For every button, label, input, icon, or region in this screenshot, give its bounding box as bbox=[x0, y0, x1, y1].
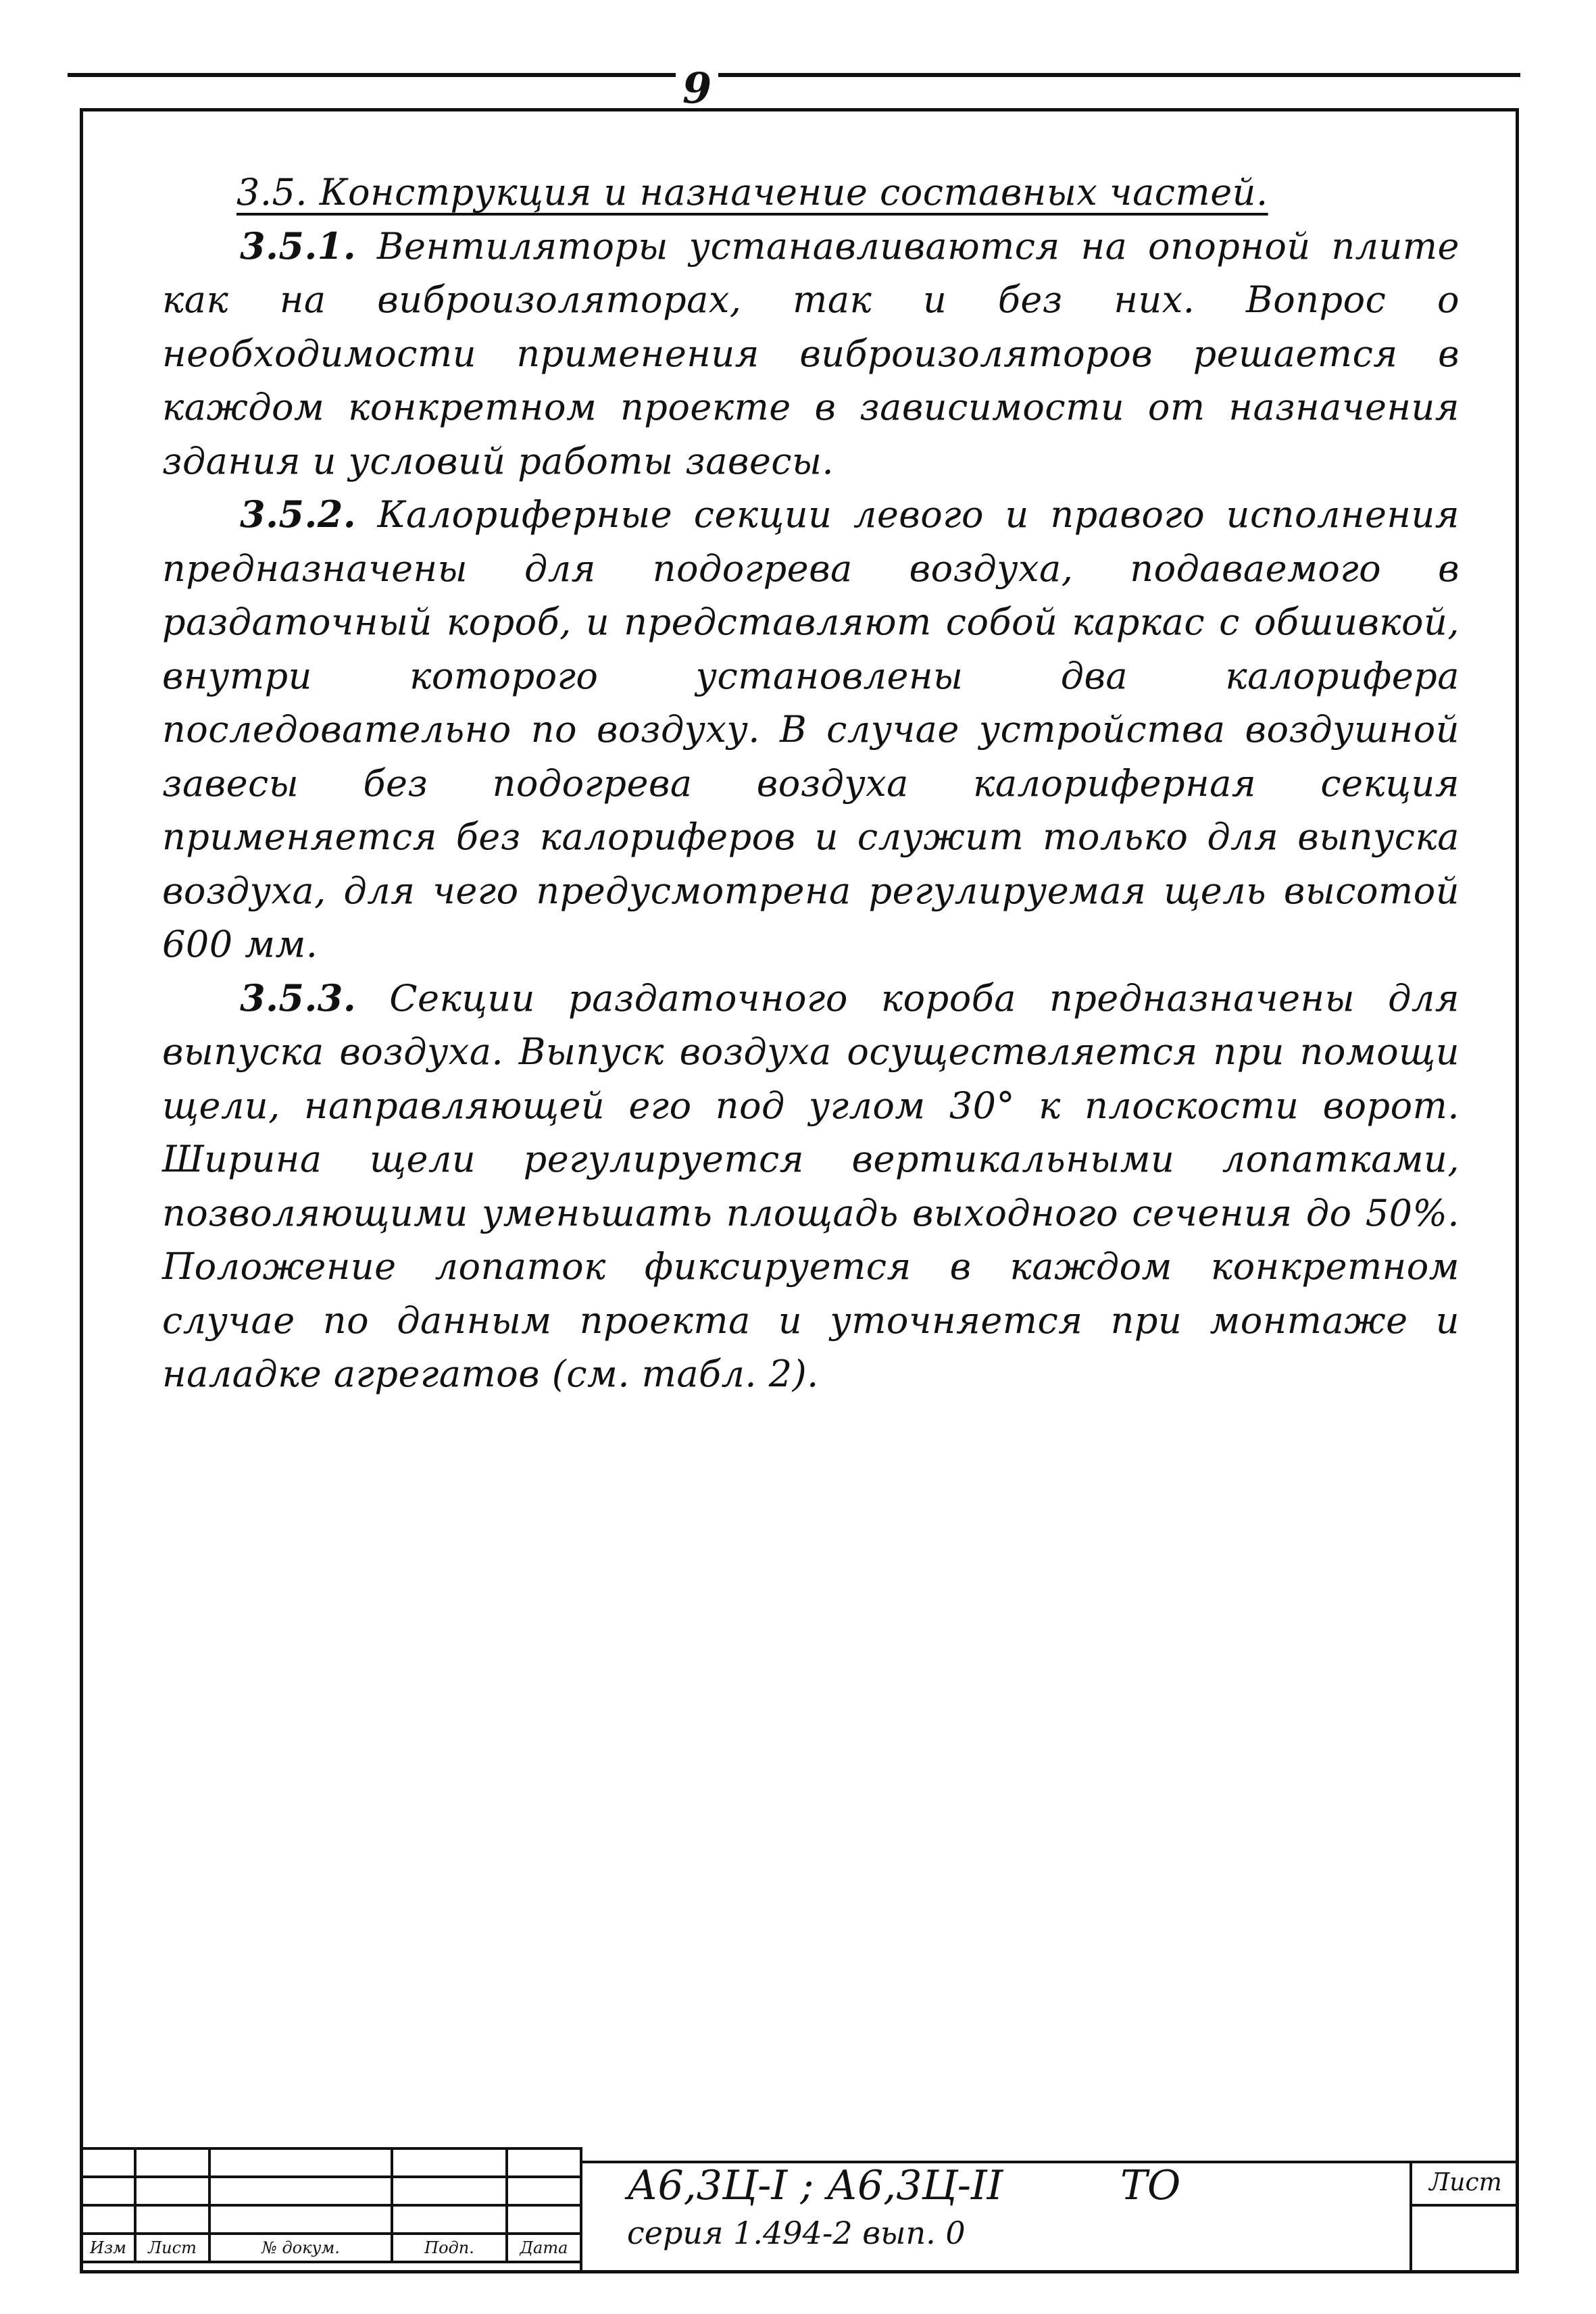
grid-cell bbox=[209, 2177, 392, 2205]
label-sheet: Лист bbox=[135, 2234, 209, 2262]
label-date: Дата bbox=[507, 2234, 581, 2262]
grid-cell bbox=[392, 2148, 507, 2177]
page-number: 9 bbox=[676, 68, 718, 109]
paragraph-number: 3.5.1. bbox=[240, 224, 357, 268]
paragraph-3-5-1 bbox=[162, 220, 1460, 488]
grid-cell bbox=[507, 2177, 581, 2205]
document-code: А6,3Ц-I ; А6,3Ц-II bbox=[627, 2162, 1003, 2209]
grid-cell bbox=[81, 2148, 135, 2177]
revision-grid bbox=[80, 2147, 582, 2263]
paragraph-text: Калориферные секции левого и правого исполнения предназначены для подогрева воздуха, подаваемого в раздаточный короб, и представляют собой каркас с обшивкой, внутри которого установлены два калорифера последовательно по воздуху. В случае устройства воздушной завесы без подогрева воздуха калориферная секция применяется без калориферов и служит только для выпуска воздуха, для чего предусмотрена регулируемая щель высотой 600 мм. bbox=[162, 493, 1460, 965]
grid-cell bbox=[507, 2148, 581, 2177]
column-separator bbox=[580, 2161, 582, 2273]
title-block bbox=[80, 2147, 1519, 2273]
body-text bbox=[162, 166, 1460, 1401]
paragraph-text: Вентиляторы устанавливаются на опорной плите как на виброизоляторах, так и без них. Вопрос о необходимости применения виброизоляторов решается в каждом конкретном проекте в зависимости от назначения здания и условий работы завесы. bbox=[162, 224, 1460, 482]
paragraph-number: 3.5.2. bbox=[240, 493, 357, 536]
grid-cell bbox=[392, 2205, 507, 2234]
grid-cell bbox=[81, 2205, 135, 2234]
grid-cell bbox=[209, 2148, 392, 2177]
section-title: 3.5. Конструкция и назначение составных частей. bbox=[236, 171, 1268, 213]
paragraph-3-5-2 bbox=[162, 488, 1460, 972]
sheet-label: Лист bbox=[1412, 2162, 1519, 2207]
document-series: серия 1.494-2 вып. 0 bbox=[627, 2215, 966, 2251]
paragraph-number: 3.5.3. bbox=[240, 976, 357, 1020]
grid-cell bbox=[392, 2177, 507, 2205]
paragraph-3-5-3 bbox=[162, 972, 1460, 1401]
sheet-box bbox=[1410, 2162, 1519, 2273]
grid-cell bbox=[135, 2205, 209, 2234]
grid-cell bbox=[507, 2205, 581, 2234]
document-type: ТО bbox=[1120, 2162, 1181, 2209]
label-signature: Подп. bbox=[392, 2234, 507, 2262]
grid-cell bbox=[81, 2177, 135, 2205]
grid-cell bbox=[135, 2177, 209, 2205]
grid-cell bbox=[135, 2148, 209, 2177]
grid-cell bbox=[209, 2205, 392, 2234]
label-change: Изм bbox=[81, 2234, 135, 2262]
paragraph-text: Секции раздаточного короба предназначены для выпуска воздуха. Выпуск воздуха осуществляется при помощи щели, направляющей его под углом 30° к плоскости ворот. Ширина щели регулируется вертикальными лопатками, позволяющими уменьшать площадь выходного сечения до 50%. Положение лопаток фиксируется в каждом конкретном случае по данным проекта и уточняется при монтаже и наладке агрегатов (см. табл. 2). bbox=[162, 976, 1460, 1395]
top-rule bbox=[68, 73, 1520, 77]
label-doc-number: № докум. bbox=[209, 2234, 392, 2262]
